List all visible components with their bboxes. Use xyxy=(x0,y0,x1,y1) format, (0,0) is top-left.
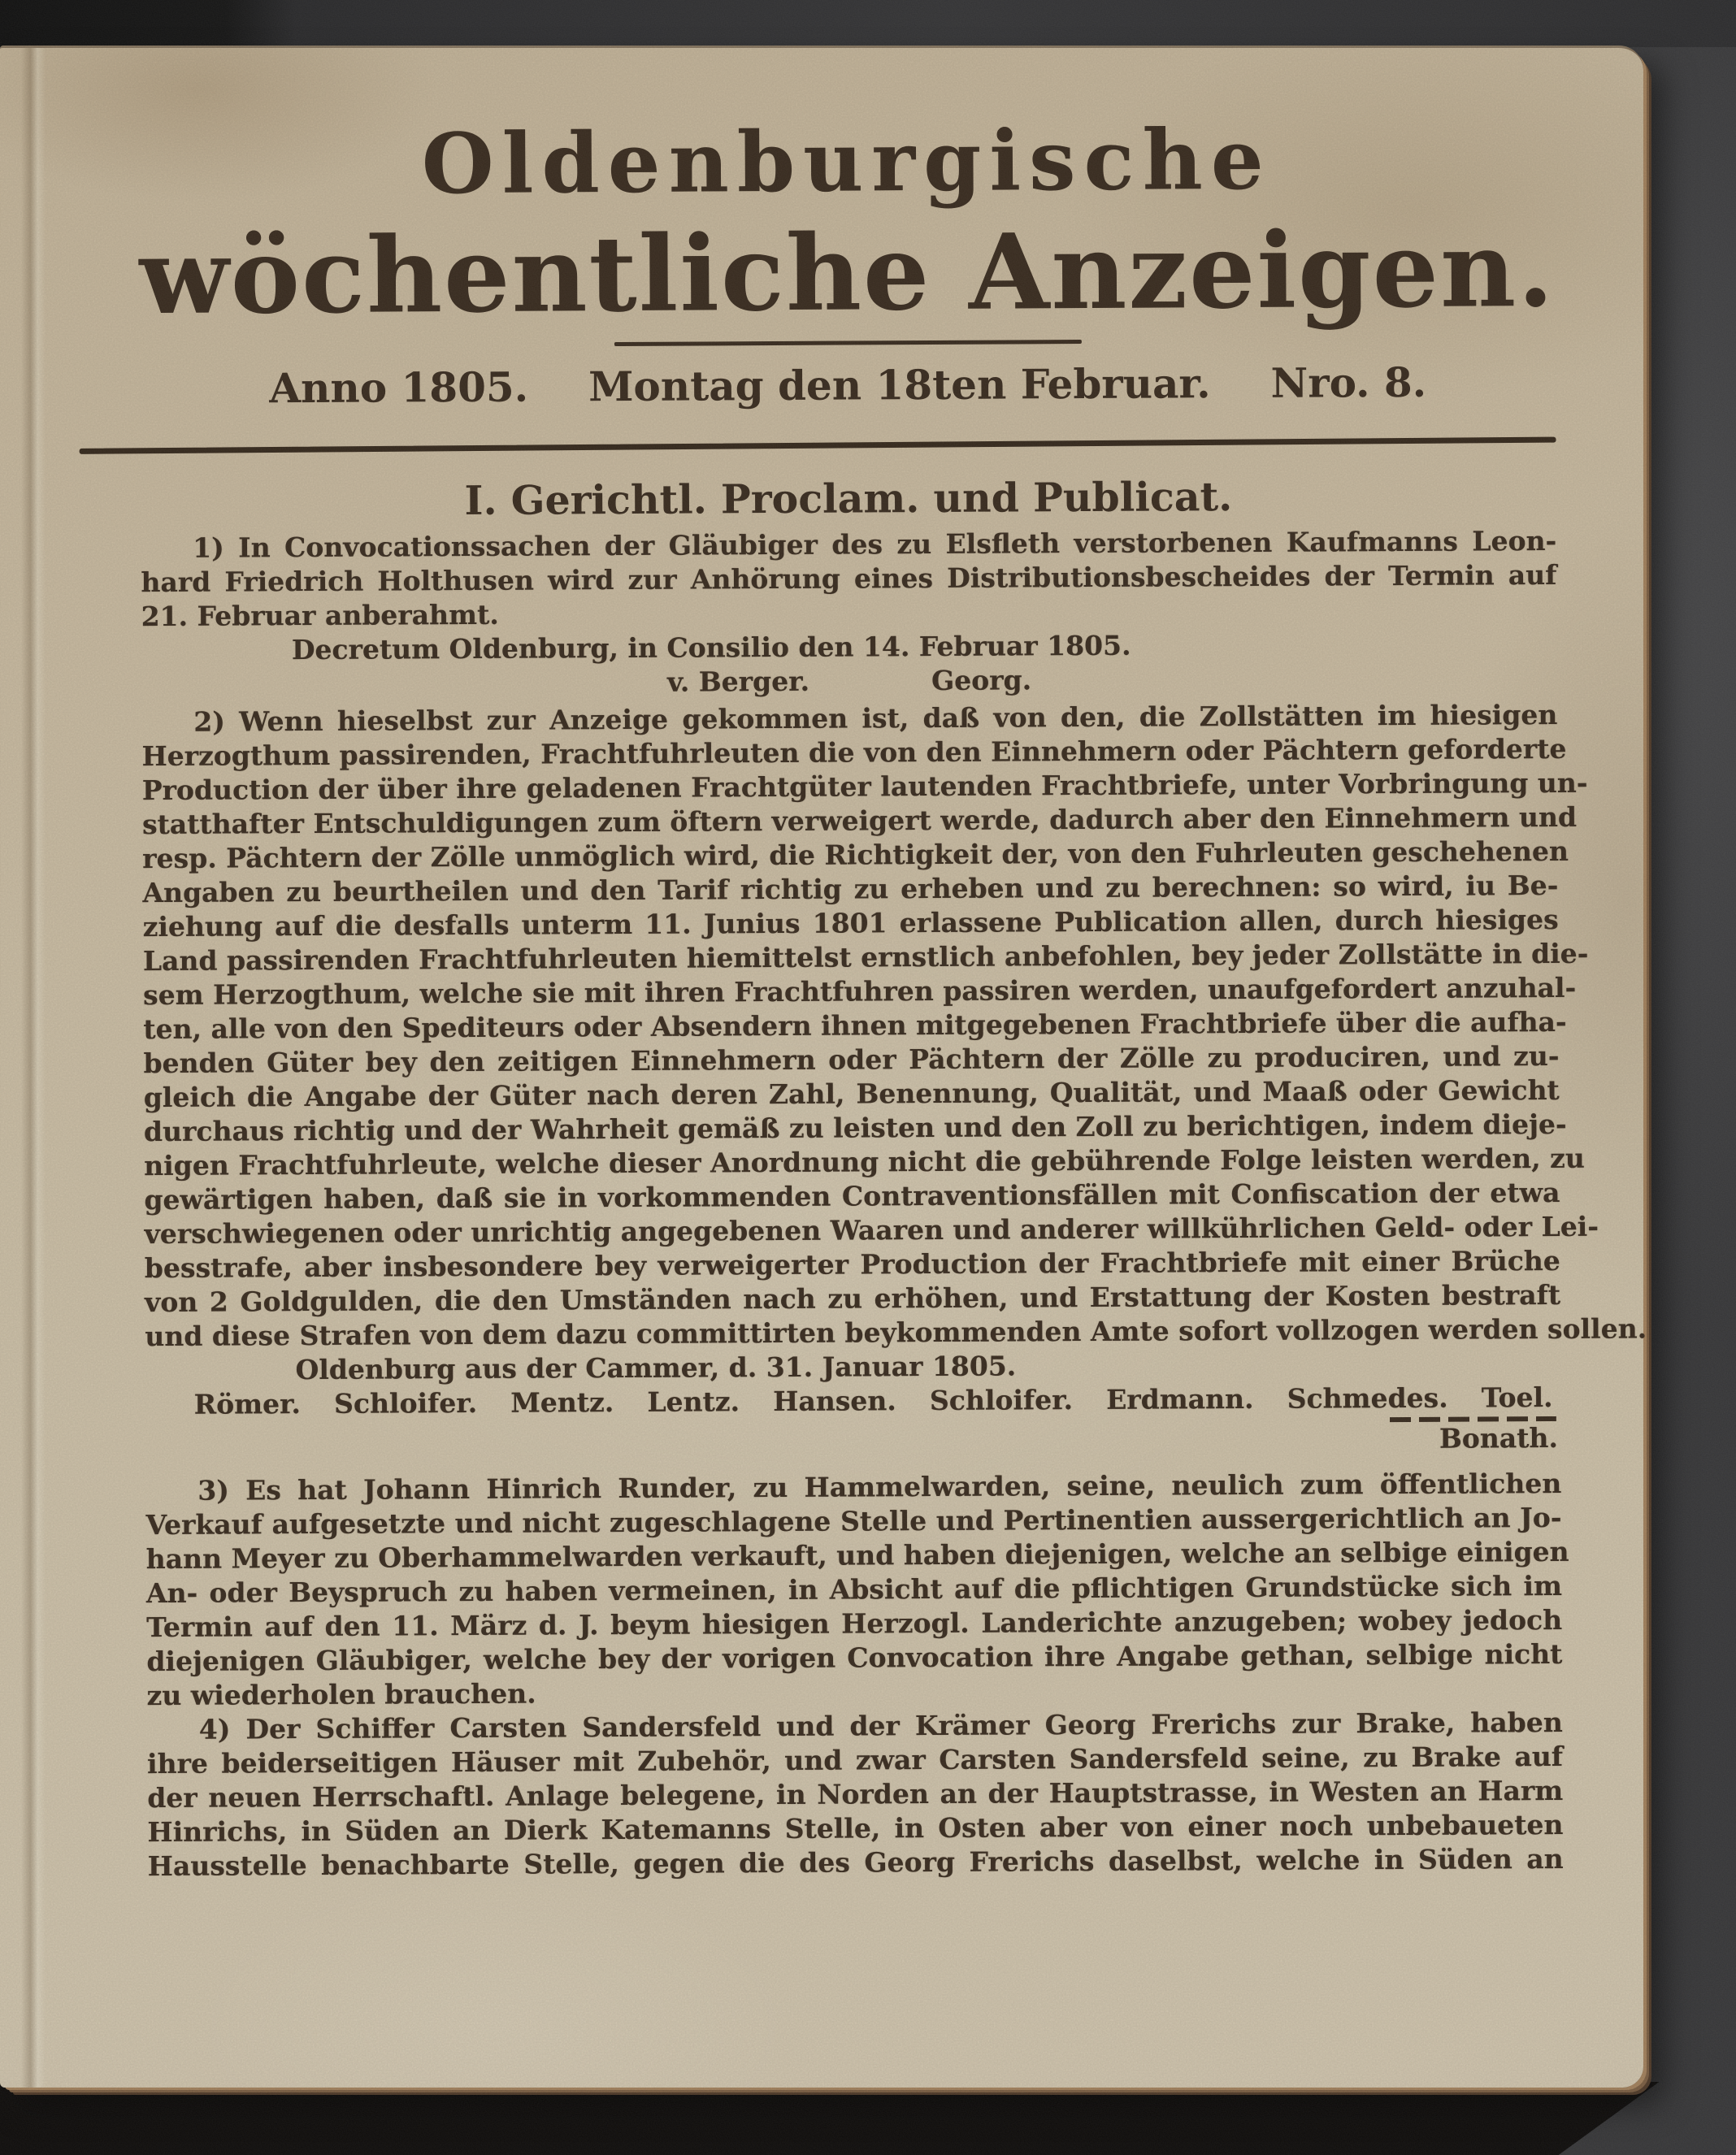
text-line: gewärtigen haben, daß sie in vorkommenden Contraventionsfällen mit Confiscation der etwa xyxy=(144,1176,1560,1216)
text-line: Hausstelle benachbarte Stelle, gegen die des Georg Frerichs daselbst, welche in Süden an xyxy=(147,1842,1564,1883)
signature-name: Toel. xyxy=(1481,1381,1553,1414)
signature-name: Schmedes. xyxy=(1287,1381,1448,1415)
text-line: zu wiederholen brauchen. xyxy=(146,1677,536,1712)
text-line: Termin auf den 11. März d. J. beym hiesigen Herzogl. Landerichte anzugeben; wobey jedoch xyxy=(146,1603,1563,1644)
book-bottom-edge-shadow xyxy=(0,2082,1676,2155)
text-line: Angaben zu beurtheilen und den Tarif richtig zu erheben und zu berechnen: so wird, iu Be- xyxy=(142,869,1559,909)
text-line: 4) Der Schiffer Carsten Sandersfeld und der Krämer Georg Frerichs zur Brake, haben xyxy=(198,1706,1563,1745)
text-line: ziehung auf die desfalls unterm 11. Junius 1801 erlassene Publication allen, durch hiesiges xyxy=(142,903,1559,943)
text-line: 2) Wenn hieselbst zur Anzeige gekommen ist, daß von den, die Zollstätten im hiesigen xyxy=(193,698,1558,738)
text-line: An- oder Beyspruch zu haben vermeinen, in Absicht auf die pflichtigen Grundstücke sich im xyxy=(145,1569,1563,1610)
signature-name: Georg. xyxy=(931,664,1032,697)
signature-name: Lentz. xyxy=(647,1385,740,1418)
text-line: gleich die Angabe der Güter nach deren Zahl, Benennung, Qualität, und Maaß oder Gewicht xyxy=(143,1073,1560,1114)
text-line: ihre beiderseitigen Häuser mit Zubehör, und zwar Carsten Sandersfeld seine, zu Brake auf xyxy=(146,1740,1564,1780)
masthead-title-line2: wöchentliche Anzeigen. xyxy=(139,208,1556,339)
masthead-divider-rule xyxy=(614,340,1081,346)
decretum-line: Decretum Oldenburg, in Consilio den 14. Februar 1805. xyxy=(291,629,1131,666)
cammer-signers xyxy=(145,1381,1561,1422)
text-line: Verkauf aufgesetzte und nicht zugeschlagene Stelle und Pertinentien aussergerichtlich an Jo- xyxy=(145,1501,1562,1541)
cammer-dateline: Oldenburg aus der Cammer, d. 31. Januar 1805. xyxy=(295,1350,1017,1386)
text-line: Herzogthum passirenden, Frachtfuhrleuten die von den Einnehmern oder Pächtern geforderte xyxy=(141,732,1567,773)
text-line: Hinrichs, in Süden an Dierk Katemanns Stelle, in Osten aber von einer noch unbebaueten xyxy=(147,1808,1564,1849)
signature-name: v. Berger. xyxy=(666,665,810,698)
signature-name: Mentz. xyxy=(510,1386,614,1419)
text-line: 21. Februar anberahmt. xyxy=(141,598,499,633)
text-line: sem Herzogthum, welche sie mit ihren Frachtfuhren passiren werden, unaufgefordert anzuhal- xyxy=(143,971,1577,1012)
signature-name: Hansen. xyxy=(773,1385,896,1418)
paragraph-2 xyxy=(141,698,1647,1354)
text-line: nigen Frachtfuhrleute, welche dieser Anordnung nicht die gebührende Folge leisten werden, zu xyxy=(144,1142,1585,1182)
page-content xyxy=(0,39,1653,1884)
countersigner: Bonath. xyxy=(1439,1421,1559,1455)
text-line: durchaus richtig und der Wahrheit gemäß zu leisten und den Zoll zu berichtigen, indem dieje- xyxy=(143,1108,1567,1148)
text-line: 1) In Convocationssachen der Gläubiger des zu Elsfleth verstorbenen Kaufmanns Leon- xyxy=(193,524,1557,564)
text-line: diejenigen Gläubiger, welche bey der vorigen Convocation ihre Angabe gethan, selbige nicht xyxy=(146,1637,1563,1678)
paragraph-4 xyxy=(147,1706,1564,1884)
text-line: resp. Pächtern der Zölle unmöglich wird, die Richtigkeit der, von den Fuhrleuten geschehenen xyxy=(142,835,1569,875)
text-line: 3) Es hat Johann Hinrich Runder, zu Hammelwarden, seine, neulich zum öffentlichen xyxy=(197,1467,1562,1507)
text-line: und diese Strafen von dem dazu committirten beykommenden Amte sofort vollzogen werden sollen. xyxy=(145,1312,1647,1353)
paragraph-3 xyxy=(145,1467,1569,1713)
text-line: ten, alle von den Spediteurs oder Absendern ihnen mitgegebenen Frachtbriefe über die aufha- xyxy=(143,1005,1567,1046)
text-line: statthafter Entschuldigungen zum öftern verweigert werde, dadurch aber den Einnehmern und xyxy=(141,800,1578,841)
dateline xyxy=(140,359,1556,412)
masthead-bottom-rule xyxy=(80,437,1556,454)
newspaper-page xyxy=(0,46,1647,2088)
text-line: der neuen Herrschaftl. Anlage belegene, in Norden an der Hauptstrasse, in Westen an Harm xyxy=(147,1774,1564,1815)
text-line: besstrafe, aber insbesondere bey verweigerter Production der Frachtbriefe mit einer Brüche xyxy=(144,1244,1560,1285)
text-line: von 2 Goldgulden, die den Umständen nach zu erhöhen, und Erstattung der Kosten bestraft xyxy=(144,1278,1561,1319)
signature-name: Erdmann. xyxy=(1106,1382,1254,1416)
signature-name: Römer. xyxy=(193,1388,302,1420)
text-line: Land passirenden Frachtfuhrleuten hiemittelst ernstlich anbefohlen, bey jeder Zollstätte in die- xyxy=(142,937,1589,978)
signature-name: Schloifer. xyxy=(333,1386,478,1420)
paragraph-1 xyxy=(141,524,1557,634)
dateline-date: Montag den 18ten Februar. xyxy=(588,359,1211,411)
masthead-title-line1: Oldenburgische xyxy=(421,111,1272,214)
text-line: verschwiegenen oder unrichtig angegebenen Waaren und anderer willkührlichen Geld- oder Lei- xyxy=(144,1210,1599,1251)
text-line: hann Meyer zu Oberhammelwarden verkauft, und haben diejenigen, welche an selbige einigen xyxy=(145,1535,1569,1576)
text-line: benden Güter bey den zeitigen Einnehmern oder Pächtern der Zölle zu produciren, und zu- xyxy=(143,1039,1560,1080)
dateline-issue: Nro. 8. xyxy=(1270,358,1427,407)
text-line: Production der über ihre geladenen Frachtgüter lautenden Frachtbriefe, unter Vorbringung un- xyxy=(141,766,1588,807)
text-line: hard Friedrich Holthusen wird zur Anhörung eines Distributionsbescheides der Termin auf xyxy=(141,558,1557,599)
dateline-anno: Anno 1805. xyxy=(269,362,529,413)
section-heading: I. Gerichtl. Proclam. und Publicat. xyxy=(464,473,1233,525)
signature-name: Schloifer. xyxy=(929,1384,1074,1417)
